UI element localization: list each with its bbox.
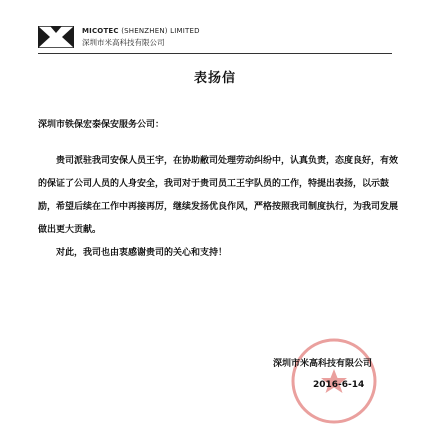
company-logo-icon [38, 26, 74, 48]
signature-company: 深圳市米高科技有限公司 [273, 359, 373, 369]
body-paragraph-1: 贵司派驻我司安保人员王宇，在协助敝司处理劳动纠纷中，认真负责，态度良好，有效的保证了公司人员的人身安全，我司对于贵司员工王宇队员的工作，特提出表扬，以示鼓励，希望后续在工作中再接再厉，继续发扬优良作风，严格按照我司制度执行，为我司发展做出更大贡献。 [38, 156, 399, 235]
body-paragraph-2: 对此，我司也由衷感谢贵司的关心和支持！ [56, 248, 228, 258]
letter-title: 表扬信 [193, 71, 236, 86]
company-name-en: MICOTEC (SHENZHEN) LIMITED [82, 27, 200, 35]
header-divider [38, 53, 392, 54]
company-name-cn: 深圳市米高科技有限公司 [82, 38, 165, 47]
letterhead [38, 26, 238, 50]
letter-recipient: 深圳市铁保宏泰保安服务公司： [38, 120, 165, 130]
letter-body [38, 150, 398, 265]
signature-date: 2016-6-14 [313, 380, 365, 390]
